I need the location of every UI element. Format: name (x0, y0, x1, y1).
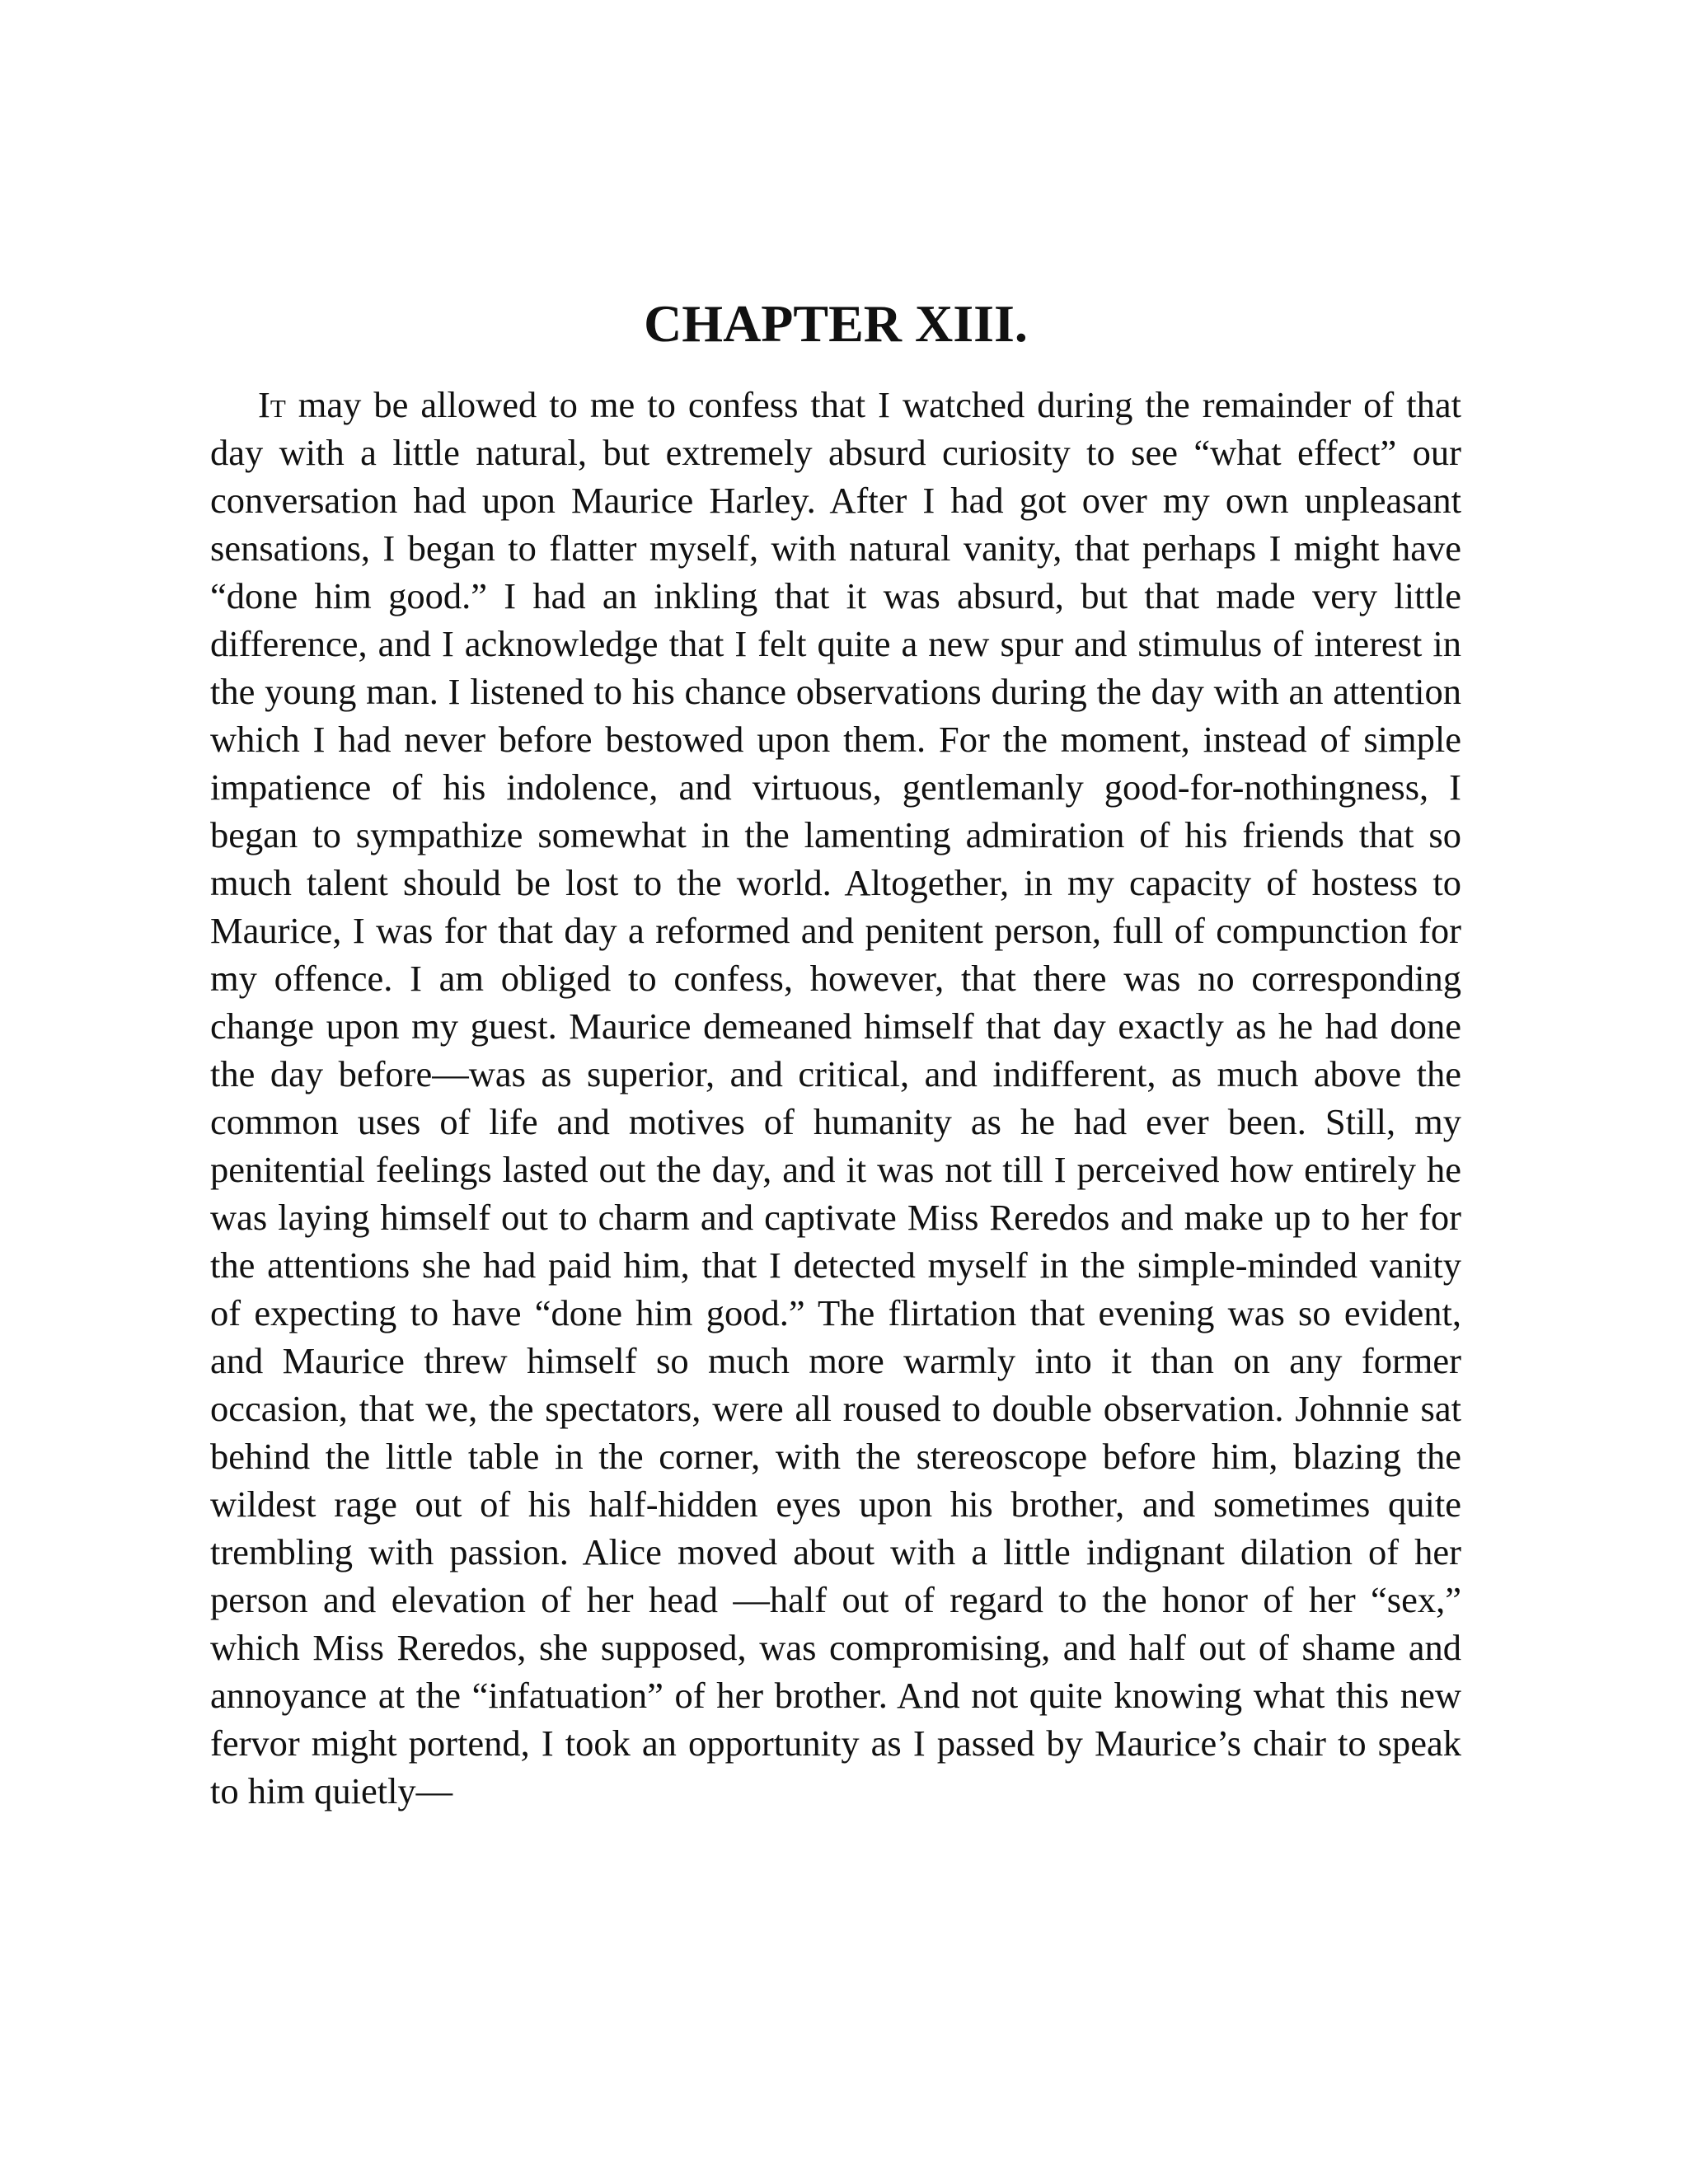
book-page (210, 293, 1461, 1815)
paragraph-text: may be allowed to me to confess that I watched during the remainder of that day with a little natural, but extremely absurd curiosity to see “what effect” our conversation had upon Maurice Harley. After I had got over my own unpleasant sensations, I began to flatter myself, with natural vanity, that perhaps I might have “done him good.” I had an inkling that it was absurd, but that made very little difference, and I acknowledge that I felt quite a new spur and stimulus of interest in the young man. I listened to his chance observations during the day with an attention which I had never before bestowed upon them. For the moment, instead of simple impatience of his indolence, and virtuous, gentlemanly good-for-nothingness, I began to sympathize somewhat in the lamenting admiration of his friends that so much talent should be lost to the world. Altogether, in my capacity of hostess to Maurice, I was for that day a reformed and penitent person, full of compunction for my offence. I am obliged to confess, however, that there was no corresponding change upon my guest. Maurice demeaned himself that day exactly as he had done the day before—was as superior, and critical, and indifferent, as much above the common uses of life and motives of humanity as he had ever been. Still, my penitential feelings lasted out the day, and it was not till I perceived how entirely he was laying himself out to charm and captivate Miss Reredos and make up to her for the attentions she had paid him, that I detected myself in the simple-minded vanity of expecting to have “done him good.” The flirtation that evening was so evident, and Maurice threw himself so much more warmly into it than on any former occasion, that we, the spectators, were all roused to double observation. Johnnie sat behind the little table in the corner, with the stereoscope before him, blazing the wildest rage out of his half-hidden eyes upon his brother, and sometimes quite trembling with passion. Alice moved about with a little indignant dilation of her person and elevation of her head —half out of regard to the honor of her “sex,” which Miss Reredos, she supposed, was compromising, and half out of shame and annoyance at the “infatuation” of her brother. And not quite knowing what this new fervor might portend, I took an opportunity as I passed by Maurice’s chair to speak to him quietly— (210, 383, 1461, 1811)
chapter-title: CHAPTER XIII. (644, 294, 1028, 353)
lead-word: It (258, 383, 286, 425)
body-paragraph (210, 381, 1461, 1815)
